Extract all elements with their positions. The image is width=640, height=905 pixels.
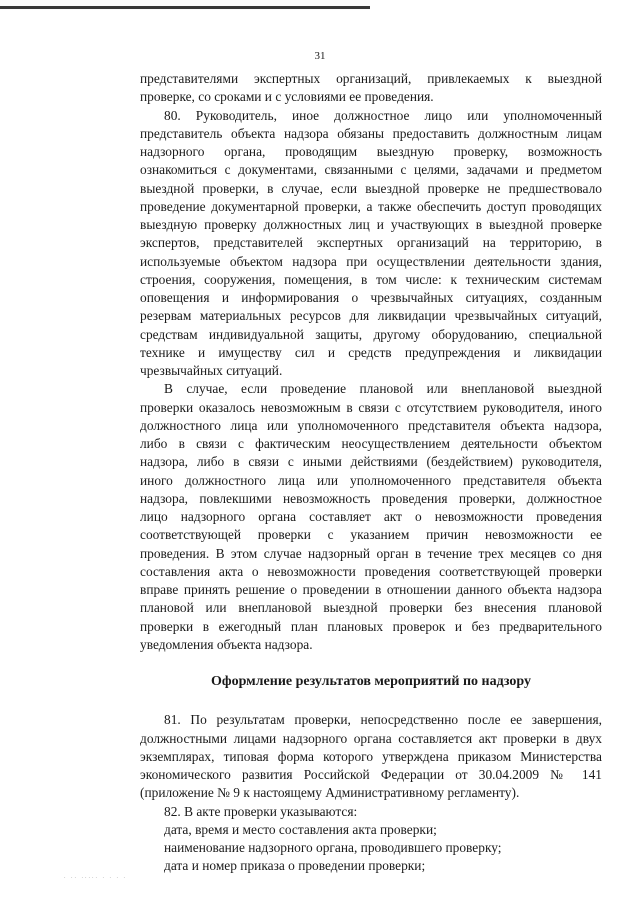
text-line: либо в связи с фактическим неосуществлением деятельности объектом — [140, 436, 602, 451]
text-line: ознакомиться с документами, связанными с целями, задачами и предметом — [140, 162, 602, 178]
text-line: должностными лицами надзорного органа составляется акт проверки в двух — [140, 730, 602, 746]
text-line: проведение документарной проверки, а также обеспечить доступ проводящих — [140, 198, 602, 214]
text-line: 81. По результатам проверки, непосредственно после ее завершения, — [164, 712, 602, 728]
text-line: В случае, если проведение плановой или внеплановой выездной — [164, 381, 602, 397]
text-line: (приложение № 9 к настоящему Административному регламенту). — [140, 785, 520, 801]
text-line: вправе принять решение о проведении в отношении данного объекта надзора — [140, 582, 602, 597]
text-line: должностного лица или уполномоченного представителя объекта надзора, — [140, 417, 602, 433]
text-line: проведения. В этом случае надзорный орган в течение трех месяцев со дня — [140, 545, 602, 561]
text-line: соответствующей проверки с указанием причин невозможности ее — [140, 527, 602, 543]
text-line: экспертов, представителей экспертных организаций на территорию, в — [140, 235, 602, 251]
text-line: дата, время и место составления акта проверки; — [164, 821, 437, 837]
text-line: технике и имуществу сил и средств предупреждения и ликвидации — [140, 344, 602, 360]
text-line: иного должностного лица или уполномоченного представителя объекта — [140, 472, 602, 488]
text-line: 82. В акте проверки указываются: — [164, 803, 358, 819]
text-line: проверки оказалось невозможным в связи с отсутствием руководителя, иного — [140, 399, 602, 415]
text-line: оповещения и информирования о чрезвычайных ситуациях, созданным — [140, 290, 602, 305]
text-line: экономического развития Российской Федерации от 30.04.2009 № 141 — [140, 767, 602, 782]
text-line: средствам индивидуальной защиты, другому оборудованию, специальной — [140, 326, 602, 342]
text-line: составления акта о невозможности проведения соответствующей проверки — [140, 563, 602, 579]
text-line: уведомления объекта надзора. — [140, 636, 313, 652]
text-line: выездной проверки, в случае, если выездной проверке не предшествовало — [140, 180, 602, 196]
text-line: представителями экспертных организаций, привлекаемых к выездной — [140, 71, 602, 86]
text-line: проверке, со сроками и с условиями ее проведения. — [140, 89, 434, 105]
text-line: проверки в ежегодный план плановых проверок и без предварительного — [140, 618, 602, 634]
text-line: 80. Руководитель, иное должностное лицо или уполномоченный — [164, 107, 602, 123]
scan-noise-marks: . .. ..... . . . . — [64, 874, 127, 880]
page-number: 31 — [314, 50, 326, 62]
text-line: представитель объекта надзора обязаны предоставить должностным лицам — [140, 125, 602, 141]
section-heading: Оформление результатов мероприятий по надзору — [211, 674, 531, 689]
text-line: резервам материальных ресурсов для ликвидации чрезвычайных ситуаций, — [140, 308, 602, 324]
text-line: выездную проверку должностных лиц и участвующих в выездной проверке — [140, 217, 602, 232]
text-line: экземплярах, типовая форма которого утверждена приказом Министерства — [140, 748, 602, 764]
text-line: наименование надзорного органа, проводившего проверку; — [164, 840, 502, 855]
text-line: надзорного органа, проводящим выездную проверку, возможность — [140, 144, 602, 159]
text-line: чрезвычайных ситуаций. — [140, 363, 283, 378]
text-line: строения, сооружения, помещения, в том числе: к техническим системам — [140, 271, 602, 287]
text-line: надзора, повлекшими невозможность проведения проверки, должностное — [140, 490, 602, 506]
document-body — [140, 70, 602, 876]
text-line: лицо надзорного органа составляет акт о невозможности проведения — [140, 509, 602, 524]
text-line: плановой или внеплановой выездной проверки без внесения плановой — [140, 600, 602, 616]
text-line: используемые объектом надзора при осуществлении деятельности здания, — [140, 253, 602, 269]
text-line: надзора, либо в связи с иными действиями (бездействием) руководителя, — [140, 454, 602, 470]
text-line: дата и номер приказа о проведении проверки; — [164, 858, 426, 874]
scan-edge-bar — [0, 6, 370, 9]
